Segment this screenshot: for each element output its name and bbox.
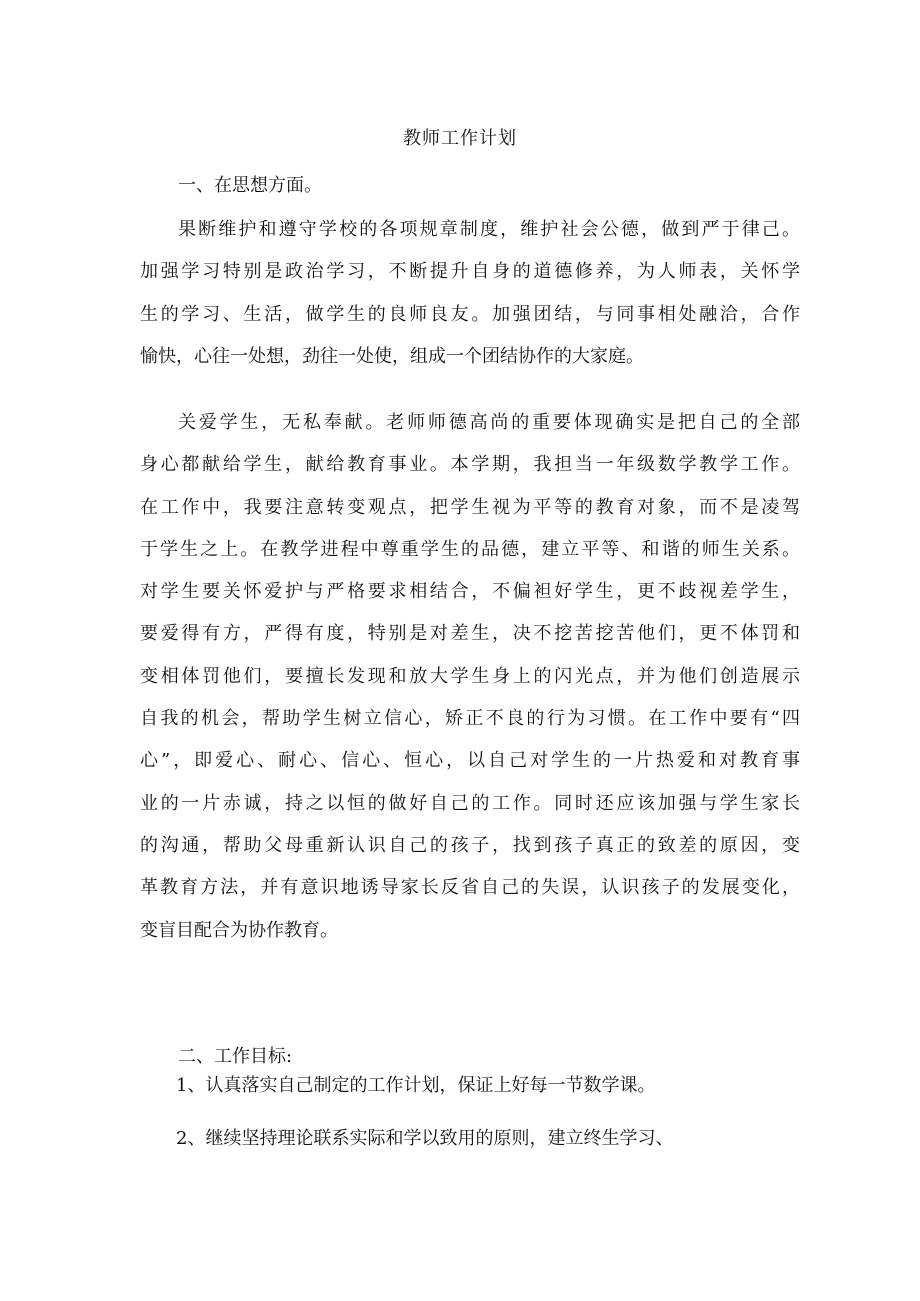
paragraph-line: 关爱学生，无私奉献。老师师德高尚的重要体现确实是把自己的全部 [178,412,800,433]
paragraph-care-students [140,402,800,952]
paragraph-line: 愉快，心往一处想，劲往一处使，组成一个团结协作的大家庭。 [140,345,644,367]
paragraph-line: 要爱得有方，严得有度，特别是对差生，决不挖苦挖苦他们，更不体罚和 [140,623,800,645]
paragraph-line: 果断维护和遵守学校的各项规章制度，维护社会公德，做到严于律己。 [178,219,800,240]
paragraph-line: 自我的机会，帮助学生树立信心，矫正不良的行为习惯。在工作中要有“四 [140,708,800,730]
section-heading-thought: 一、在思想方面。 [178,175,322,196]
goal-item-1: 1、认真落实自己制定的工作计划，保证上好每一节数学课。 [176,1075,656,1096]
paragraph-line: 革教育方法，并有意识地诱导家长反省自己的失误，认识孩子的发展变化， [140,877,800,899]
paragraph-line: 心”，即爱心、耐心、信心、恒心，以自己对学生的一片热爱和对教育事 [140,750,800,772]
paragraph-line: 变盲目配合为协作教育。 [140,919,338,941]
paragraph-line: 在工作中，我要注意转变观点，把学生视为平等的教育对象，而不是凌驾 [140,496,800,518]
paragraph-line: 生的学习、生活，做学生的良师良友。加强团结，与同事相处融洽，合作 [140,303,800,325]
paragraph-line: 变相体罚他们，要擅长发现和放大学生身上的闪光点，并为他们创造展示 [140,665,800,687]
document-title: 教师工作计划 [403,128,517,149]
section-heading-goals: 二、工作目标: [178,1046,293,1067]
goal-item-2: 2、继续坚持理论联系实际和学以致用的原则，建立终生学习、 [176,1128,674,1149]
paragraph-discipline [140,209,800,378]
paragraph-line: 于学生之上。在教学进程中尊重学生的品德，建立平等、和谐的师生关系。 [140,538,800,560]
paragraph-line: 对学生要关怀爱护与严格要求相结合，不偏袒好学生，更不歧视差学生， [140,581,800,603]
paragraph-line: 的沟通，帮助父母重新认识自己的孩子，找到孩子真正的致差的原因，变 [140,834,800,856]
paragraph-line: 身心都献给学生，献给教育事业。本学期，我担当一年级数学教学工作。 [140,454,800,476]
paragraph-line: 业的一片赤诚，持之以恒的做好自己的工作。同时还应该加强与学生家长 [140,792,800,814]
paragraph-line: 加强学习特别是政治学习，不断提升自身的道德修养，为人师表，关怀学 [140,261,800,283]
